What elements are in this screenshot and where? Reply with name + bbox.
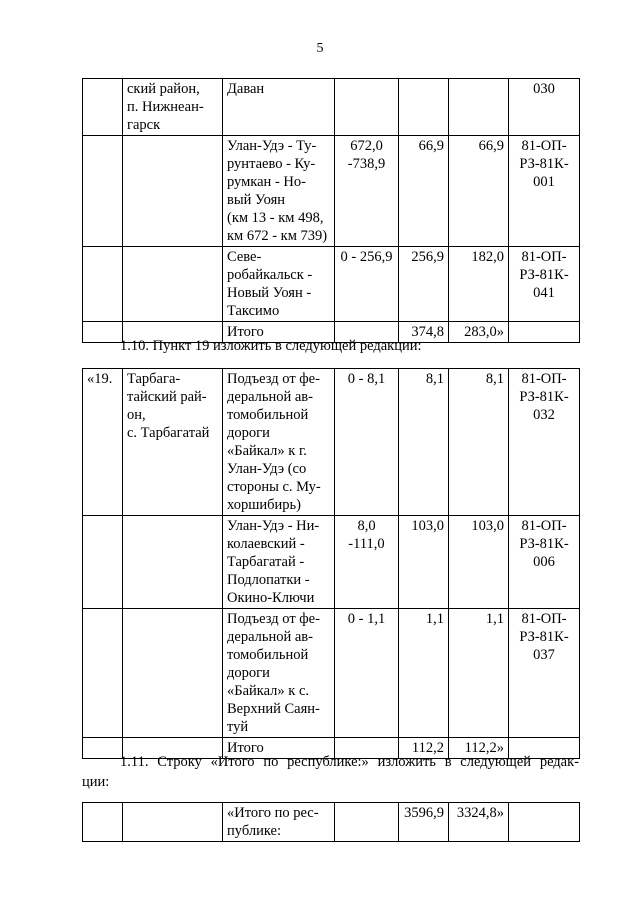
length-paved-cell: 66,9 (449, 136, 509, 247)
length-paved-cell: 1,1 (449, 609, 509, 738)
km-range-cell: 0 - 256,9 (335, 247, 399, 322)
road-name-cell: Подъезд от фе- деральной ав- томобильной дороги «Байкал» к с. Верхний Саян- туй (223, 609, 335, 738)
district-cell (123, 136, 223, 247)
table-row (83, 609, 580, 738)
total-length-cell: 112,2 (399, 738, 449, 759)
republic-total-table (82, 802, 580, 842)
road-name-cell: Улан-Удэ - Ни- колаевский - Тарбагатай - Подлопатки - Окино-Ключи (223, 516, 335, 609)
row-number-cell: «19. (83, 369, 123, 516)
row-number-cell (83, 136, 123, 247)
length-cell: 66,9 (399, 136, 449, 247)
total-length-cell: 3596,9 (399, 803, 449, 842)
length-cell (399, 79, 449, 136)
road-id-cell: 030 (509, 79, 580, 136)
paragraph-1-11: 1.11. Строку «Итого по республике:» изложить в следующей редак- (120, 754, 579, 770)
length-paved-cell (449, 79, 509, 136)
total-label-cell: Итого (223, 322, 335, 343)
road-name-cell: Даван (223, 79, 335, 136)
road-table-continuation (82, 78, 580, 343)
table-row (83, 247, 580, 322)
row-number-cell (83, 516, 123, 609)
district-cell: ский район, п. Нижнеан- гарск (123, 79, 223, 136)
km-range-cell (335, 79, 399, 136)
length-cell: 103,0 (399, 516, 449, 609)
length-cell: 8,1 (399, 369, 449, 516)
row-number-cell (83, 79, 123, 136)
km-range-cell: 0 - 1,1 (335, 609, 399, 738)
length-paved-cell: 8,1 (449, 369, 509, 516)
total-length-paved-cell: 3324,8» (449, 803, 509, 842)
table-row (83, 516, 580, 609)
road-table-item-19 (82, 368, 580, 759)
road-id-cell: 81-ОП- РЗ-81К- 041 (509, 247, 580, 322)
road-id-cell: 81-ОП- РЗ-81К- 006 (509, 516, 580, 609)
total-length-paved-cell: 283,0» (449, 322, 509, 343)
table-row (83, 136, 580, 247)
km-range-cell: 8,0 -111,0 (335, 516, 399, 609)
row-number-cell (83, 609, 123, 738)
road-id-cell (509, 803, 580, 842)
district-cell: Тарбага- тайский рай- он, с. Тарбагатай (123, 369, 223, 516)
district-cell (123, 609, 223, 738)
table-row (83, 369, 580, 516)
row-number-cell (83, 803, 123, 842)
road-name-cell: Подъезд от фе- деральной ав- томобильной дороги «Байкал» к г. Улан-Удэ (со стороны с. Му- хоршибирь) (223, 369, 335, 516)
road-name-cell: Улан-Удэ - Ту- рунтаево - Ку- румкан - Но- вый Уоян (км 13 - км 498, км 672 - км 739) (223, 136, 335, 247)
paragraph-1-10: 1.10. Пункт 19 изложить в следующей редакции: (120, 338, 422, 354)
total-label-cell: «Итого по рес- публике: (223, 803, 335, 842)
total-length-paved-cell: 112,2» (449, 738, 509, 759)
km-range-cell (335, 803, 399, 842)
table-row (83, 79, 580, 136)
total-length-cell: 374,8 (399, 322, 449, 343)
paragraph-1-11-continuation: ции: (82, 774, 110, 790)
road-id-cell: 81-ОП- РЗ-81К- 032 (509, 369, 580, 516)
km-range-cell: 672,0 -738,9 (335, 136, 399, 247)
district-cell (123, 516, 223, 609)
length-cell: 1,1 (399, 609, 449, 738)
district-cell (123, 247, 223, 322)
length-paved-cell: 103,0 (449, 516, 509, 609)
road-name-cell: Севе- робайкальск - Новый Уоян - Таксимо (223, 247, 335, 322)
district-cell (123, 803, 223, 842)
table-row (83, 803, 580, 842)
page-number: 5 (316, 41, 324, 56)
length-cell: 256,9 (399, 247, 449, 322)
road-id-cell: 81-ОП- РЗ-81К- 037 (509, 609, 580, 738)
road-id-cell: 81-ОП- РЗ-81К- 001 (509, 136, 580, 247)
total-label-cell: Итого (223, 738, 335, 759)
km-range-cell: 0 - 8,1 (335, 369, 399, 516)
row-number-cell (83, 247, 123, 322)
length-paved-cell: 182,0 (449, 247, 509, 322)
